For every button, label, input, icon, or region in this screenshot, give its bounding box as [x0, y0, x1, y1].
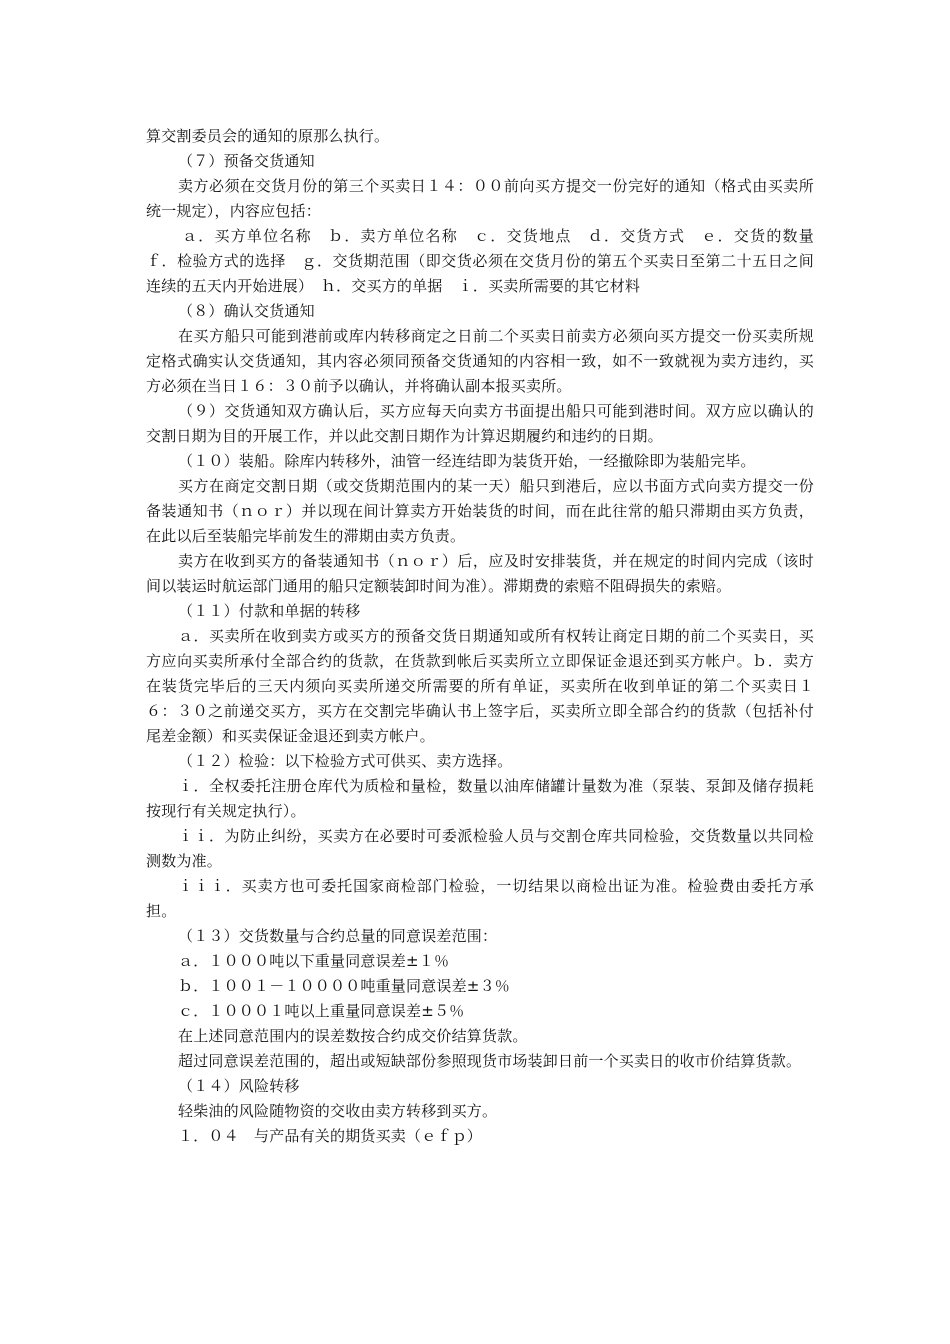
paragraph: 在上述同意范围内的误差数按合约成交价结算货款。 [178, 1027, 528, 1045]
list-item-b: ｂ．１００１－１００００吨重量同意误差±３％ [178, 977, 510, 995]
section-heading-8: （８）确认交货通知 [178, 302, 315, 320]
list-item-c: ｃ．１０００１吨以上重量同意误差±５％ [178, 1002, 465, 1020]
list-item-a: ａ．１０００吨以下重量同意误差±１％ [178, 952, 450, 970]
list-item-ii: ｉｉ．为防止纠纷，买卖方在必要时可委派检验人员与交割仓库共同检验，交货数量以共同检测数为准。 [146, 827, 814, 870]
list-item-iii: ｉｉｉ．买卖方也可委托国家商检部门检验，一切结果以商检出证为准。检验费由委托方承担。 [146, 877, 814, 920]
section-heading-1-04: １．０４ 与产品有关的期货买卖（ｅｆｐ） [178, 1127, 483, 1145]
section-heading-7: （７）预备交货通知 [178, 152, 315, 170]
paragraph: 算交割委员会的通知的原那么执行。 [146, 127, 390, 145]
paragraph: ａ．买卖所在收到卖方或买方的预备交货日期通知或所有权转让商定日期的前二个买卖日，买方应向买卖所承付全部合约的货款，在货款到帐后买卖所立立即保证金退还到买方帐户。ｂ．卖方在装货完毕后的三天内须向买卖所递交所需要的所有单证，买卖所在收到单证的第二个买卖日１６：３０之前递交买方，买方在交割完毕确认书上签字后，买卖所立即全部合约的货款（包括补付尾差金额）和买卖保证金退还到卖方帐户。 [146, 627, 814, 745]
paragraph: 买方在商定交割日期（或交货期范围内的某一天）船只到港后，应以书面方式向卖方提交一份备装通知书（ｎｏｒ）并以现在间计算卖方开始装货的时间，而在此往常的船只滞期由买方负责，在此以后至装船完毕前发生的滞期由卖方负责。 [146, 477, 814, 545]
section-heading-11: （１１）付款和单据的转移 [178, 602, 361, 620]
paragraph-section-9: （９）交货通知双方确认后，买方应每天向卖方书面提出船只可能到港时间。双方应以确认的交割日期为目的开展工作，并以此交割日期作为计算迟期履约和违约的日期。 [146, 402, 814, 445]
section-heading-13: （１３）交货数量与合约总量的同意误差范围： [178, 927, 498, 945]
notice-items-paragraph: ａ．买方单位名称 ｂ．卖方单位名称 ｃ．交货地点 ｄ．交货方式 ｅ．交货的数量 ｆ．检验方式的选择 ｇ．交货期范围（即交货必须在交货月份的第五个买卖日至第二十五日之间连续的五天内开始进展） ｈ．交买方的单据 ｉ．买卖所需要的其它材料 [146, 227, 830, 295]
document-body [146, 124, 830, 1149]
paragraph: 卖方必须在交货月份的第三个买卖日１４：００前向买方提交一份完好的通知（格式由买卖所统一规定），内容应包括： [146, 177, 814, 220]
paragraph-section-12: （１２）检验：以下检验方式可供买、卖方选择。 [178, 752, 513, 770]
paragraph: 超过同意误差范围的，超出或短缺部份参照现货市场装卸日前一个买卖日的收市价结算货款。 [178, 1052, 802, 1070]
section-heading-14: （１４）风险转移 [178, 1077, 300, 1095]
paragraph: 卖方在收到买方的备装通知书（ｎｏｒ）后，应及时安排装货，并在规定的时间内完成（该时间以装运时航运部门通用的船只定额装卸时间为准）。滞期费的索赔不阻碍损失的索赔。 [146, 552, 814, 595]
paragraph-section-10: （１０）装船。除库内转移外，油管一经连结即为装货开始，一经撤除即为装船完毕。 [178, 452, 756, 470]
list-item-i: ｉ．全权委托注册仓库代为质检和量检，数量以油库储罐计量数为准（泵装、泵卸及储存损耗按现行有关规定执行）。 [146, 777, 814, 820]
paragraph: 在买方船只可能到港前或库内转移商定之日前二个买卖日前卖方必须向买方提交一份买卖所规定格式确实认交货通知，其内容必须同预备交货通知的内容相一致，如不一致就视为卖方违约，买方必须在当日１６：３０前予以确认，并将确认副本报买卖所。 [146, 327, 814, 395]
paragraph: 轻柴油的风险随物资的交收由卖方转移到买方。 [178, 1102, 498, 1120]
